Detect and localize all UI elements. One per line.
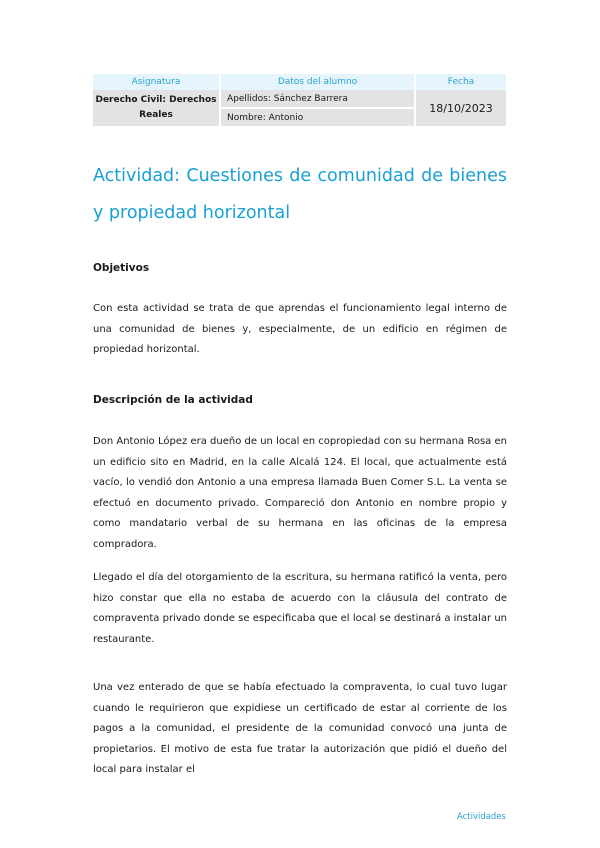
header-table (93, 74, 506, 126)
subject-value: Derecho Civil: Derechos Reales (93, 90, 220, 126)
header-col-student: Datos del alumno (220, 74, 415, 90)
student-name: Nombre: Antonio (220, 108, 415, 126)
page-title: Actividad: Cuestiones de comunidad de bienes y propiedad horizontal (93, 166, 507, 223)
description-paragraph-2: Llegado el día del otorgamiento de la escritura, su hermana ratificó la venta, pero hizo constar que ella no estaba de acuerdo con la cláusula del contrato de compraventa privado donde se especificaba que el local se destinará a instalar un restaurante. (93, 572, 507, 645)
date-value: 18/10/2023 (415, 90, 506, 126)
description-paragraph-3: Una vez enterado de que se había efectuado la compraventa, lo cual tuvo lugar cuando le requirieron que expidiese un certificado de estar al corriente de los pagos a la comunidad, el presidente de la comunidad convocó una junta de propietarios. El motivo de esta fue tratar la autorización que pidió el dueño del local para instalar el (93, 682, 507, 775)
header-col-subject: Asignatura (93, 74, 220, 90)
description-paragraph-1: Don Antonio López era dueño de un local en copropiedad con su hermana Rosa en un edificio sito en Madrid, en la calle Alcalá 124. El local, que actualmente está vacío, lo vendió don Antonio a una empresa llamada Buen Comer S.L. La venta se efectuó en documento privado. Compareció don Antonio en nombre propio y como mandatario verbal de su hermana en las oficinas de la empresa compradora. (93, 436, 507, 550)
description-heading: Descripción de la actividad (93, 394, 253, 406)
footer-label: Actividades (456, 812, 506, 822)
student-surname: Apellidos: Sánchez Barrera (220, 90, 415, 108)
objectives-heading: Objetivos (93, 262, 150, 274)
objectives-text: Con esta actividad se trata de que aprendas el funcionamiento legal interno de una comunidad de bienes y, especialmente, de un edificio en régimen de propiedad horizontal. (93, 303, 507, 355)
header-col-date: Fecha (415, 74, 506, 90)
